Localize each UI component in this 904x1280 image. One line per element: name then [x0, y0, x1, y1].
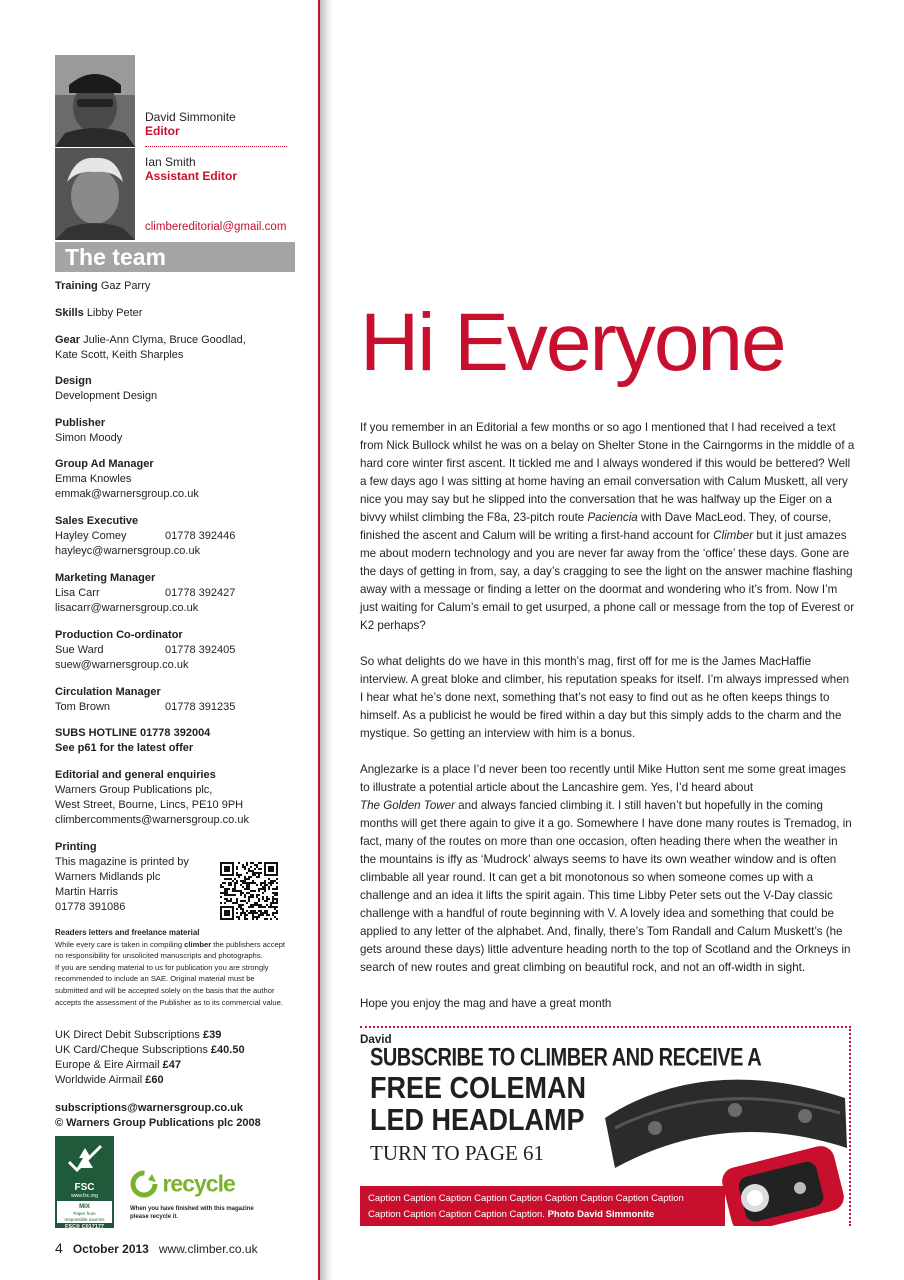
credit-design: Design Development Design [55, 375, 158, 402]
editor-name: David Simmonite [145, 110, 236, 124]
credit-gear: Gear Julie-Ann Clyma, Bruce Goodlad, Kate Scott, Keith Sharples [55, 334, 246, 361]
qr-code[interactable] [220, 862, 278, 920]
qr-code-graphic [220, 862, 278, 920]
promo-line-1: SUBSCRIBE TO CLIMBER AND RECEIVE A [370, 1044, 762, 1072]
editor-photo-david [55, 55, 135, 147]
fsc-logo: FSC www.fsc.org MIX Paper from responsible sources FSC® C017177 [55, 1136, 114, 1228]
paragraph-3: Anglezarke is a place I’d never been too recently until Mike Hutton sent me some great images to illustrate a potential article about the Lancashire gem. Yes, I’d heard about The Golden Tower and always fancied climbing it. I still haven’t but hopefully in the coming months will get there again to give it a go. Somewhere I have done many routes is Tremadog, in fact, many of the routes on more than one occasion, often heading there when the weather in the mountains is iffy as ‘Mudrock’ always seems to have its own weather window and is often climbable all year round. It can get a bit monotonous so when someone comes up with a challenge and an idea it lifts the spirit again. This time Libby Peter sets out the V-Day classic challenge with a handful of route beginning with V. A lovely idea and something that could be applied to any letter of the alphabet. And, finally, there’s Tom Randall and Calum Muskett’s (he gets around these days) little adventure heading north to the top of Scotland and the Orkneys in search of new routes and great climbing on beautiful rock, and not an off-width in sight. [360, 763, 852, 974]
paragraph-1: If you remember in an Editorial a few months or so ago I mentioned that I had received a text from Nick Bullock whilst he was on a belay on Shelter Stone in the Cairngorms in the middle of a hard core winter first ascent. It tickled me and I always wondered if this would be bettered? Well a few days ago I was sitting at home having an email conversation with Calum Muskett, all very nice you may say but he slipped into the conversation that he was halfway up the Eiger on a bivvy whilst climbing the F8a, 23-pitch route Paciencia with Dave MacLeod. They, of course, finished the ascent and Calum will be writing a first-hand account for Climber but it just amazes me about modern technology and you are never far away from the ‘office’ these days. Gone are the days of getting in from, say, a day’s cragging to see the light on the answer machine flashing away with a message or finding a letter on the doormat and wondering who it’s from. Now I’m just waiting for Calum’s email to get usurped, a phone call or message from the top of Everest or K2 perhaps? [360, 421, 855, 632]
marketing-email-link[interactable]: lisacarr@warnersgroup.co.uk [55, 602, 199, 614]
credit-ad-manager: Group Ad Manager Emma Knowles emmak@warnersgroup.co.uk [55, 458, 199, 500]
fsc-tree-icon [65, 1140, 105, 1178]
subs-email-link[interactable]: subscriptions@warnersgroup.co.uk [55, 1102, 243, 1114]
page-footer [55, 1240, 258, 1256]
team-header-bar [55, 242, 295, 272]
editor-photo-ian [55, 148, 135, 240]
credit-circulation: Circulation Manager Tom Brown 01778 391235 [55, 686, 236, 713]
recycle-note: When you have finished with this magazine please recycle it. [130, 1206, 254, 1220]
sales-email-link[interactable]: hayleyc@warnersgroup.co.uk [55, 545, 201, 557]
promo-line-2: FREE COLEMAN LED HEADLAMP [370, 1070, 586, 1137]
recycle-logo: recycle [130, 1170, 235, 1198]
promo-caption: Caption Caption Caption Caption Caption Caption Caption Caption Caption Caption Caption Caption Caption Caption. Photo David Simmonite [360, 1186, 725, 1226]
signoff: David [360, 1033, 392, 1046]
paragraph-4: Hope you enjoy the mag and have a great month [360, 997, 612, 1010]
paragraph-2: So what delights do we have in this month’s mag, first off for me is the James MacHaffie interview. A great bloke and climber, his reputation speaks for itself. I’m always impressed when I hear what he’s done next, something that’s not easy to find out as he often keeps things to himself. As a publicist he would be fired within a day but this simply adds to the charm and the mystique. So getting an interview with him is a bonus. [360, 655, 850, 740]
readers-note: Readers letters and freelance material While every care is taken in compiling climber the publishers accept no responsibility for unsolicited manuscripts and photographs. If you are sending material to us for publication you are strongly recommended to include an SAE. Original material must be submitted and will be accepted solely on the basis that the author accepts the assessment of the Publisher as to its commercial value. [55, 928, 286, 1007]
editorial-email-link[interactable]: climbereditorial@gmail.com [145, 221, 287, 233]
credit-enquiries: Editorial and general enquiries Warners Group Publications plc, West Street, Bourne, Lincs, PE10 9PH climbercomments@warnersgroup.co.uk [55, 769, 249, 826]
page-gutter-shadow [320, 0, 334, 1280]
ad-email-link[interactable]: emmak@warnersgroup.co.uk [55, 488, 199, 500]
credit-printing: Printing This magazine is printed by Warners Midlands plc Martin Harris 01778 391086 [55, 841, 189, 913]
credit-skills: Skills Libby Peter [55, 307, 143, 319]
assistant-editor-role: Assistant Editor [145, 169, 238, 183]
production-email-link[interactable]: suew@warnersgroup.co.uk [55, 659, 189, 671]
subscription-prices: UK Direct Debit Subscriptions £39 UK Card/Cheque Subscriptions £40.50 Europe & Eire Airmail £47 Worldwide Airmail £60 [55, 1029, 245, 1086]
editorial-body [360, 419, 855, 1067]
page-number: 4 [55, 1240, 63, 1256]
subs-contact: subscriptions@warnersgroup.co.uk © Warners Group Publications plc 2008 [55, 1102, 261, 1129]
divider [145, 146, 287, 147]
credit-marketing: Marketing Manager Lisa Carr 01778 392427 lisacarr@warnersgroup.co.uk [55, 572, 236, 614]
promo-page-ref: TURN TO PAGE 61 [370, 1141, 545, 1165]
credit-production: Production Co-ordinator Sue Ward 01778 392405 suew@warnersgroup.co.uk [55, 629, 236, 671]
enquiries-email-link[interactable]: climbercomments@warnersgroup.co.uk [55, 814, 249, 826]
subs-hotline: SUBS HOTLINE 01778 392004 See p61 for the latest offer [55, 727, 211, 754]
credit-publisher: Publisher Simon Moody [55, 417, 123, 444]
editor-role: Editor [145, 124, 180, 138]
team-title: The team [65, 244, 166, 270]
credit-training: Training Gaz Parry [55, 280, 151, 292]
issue-date: October 2013 [72, 1242, 149, 1256]
recycle-icon [130, 1170, 158, 1198]
assistant-editor-name: Ian Smith [145, 155, 196, 169]
website-link[interactable]: www.climber.co.uk [158, 1242, 258, 1256]
credit-sales: Sales Executive Hayley Comey 01778 392446 hayleyc@warnersgroup.co.uk [55, 515, 236, 557]
editorial-headline: Hi Everyone [360, 297, 785, 388]
